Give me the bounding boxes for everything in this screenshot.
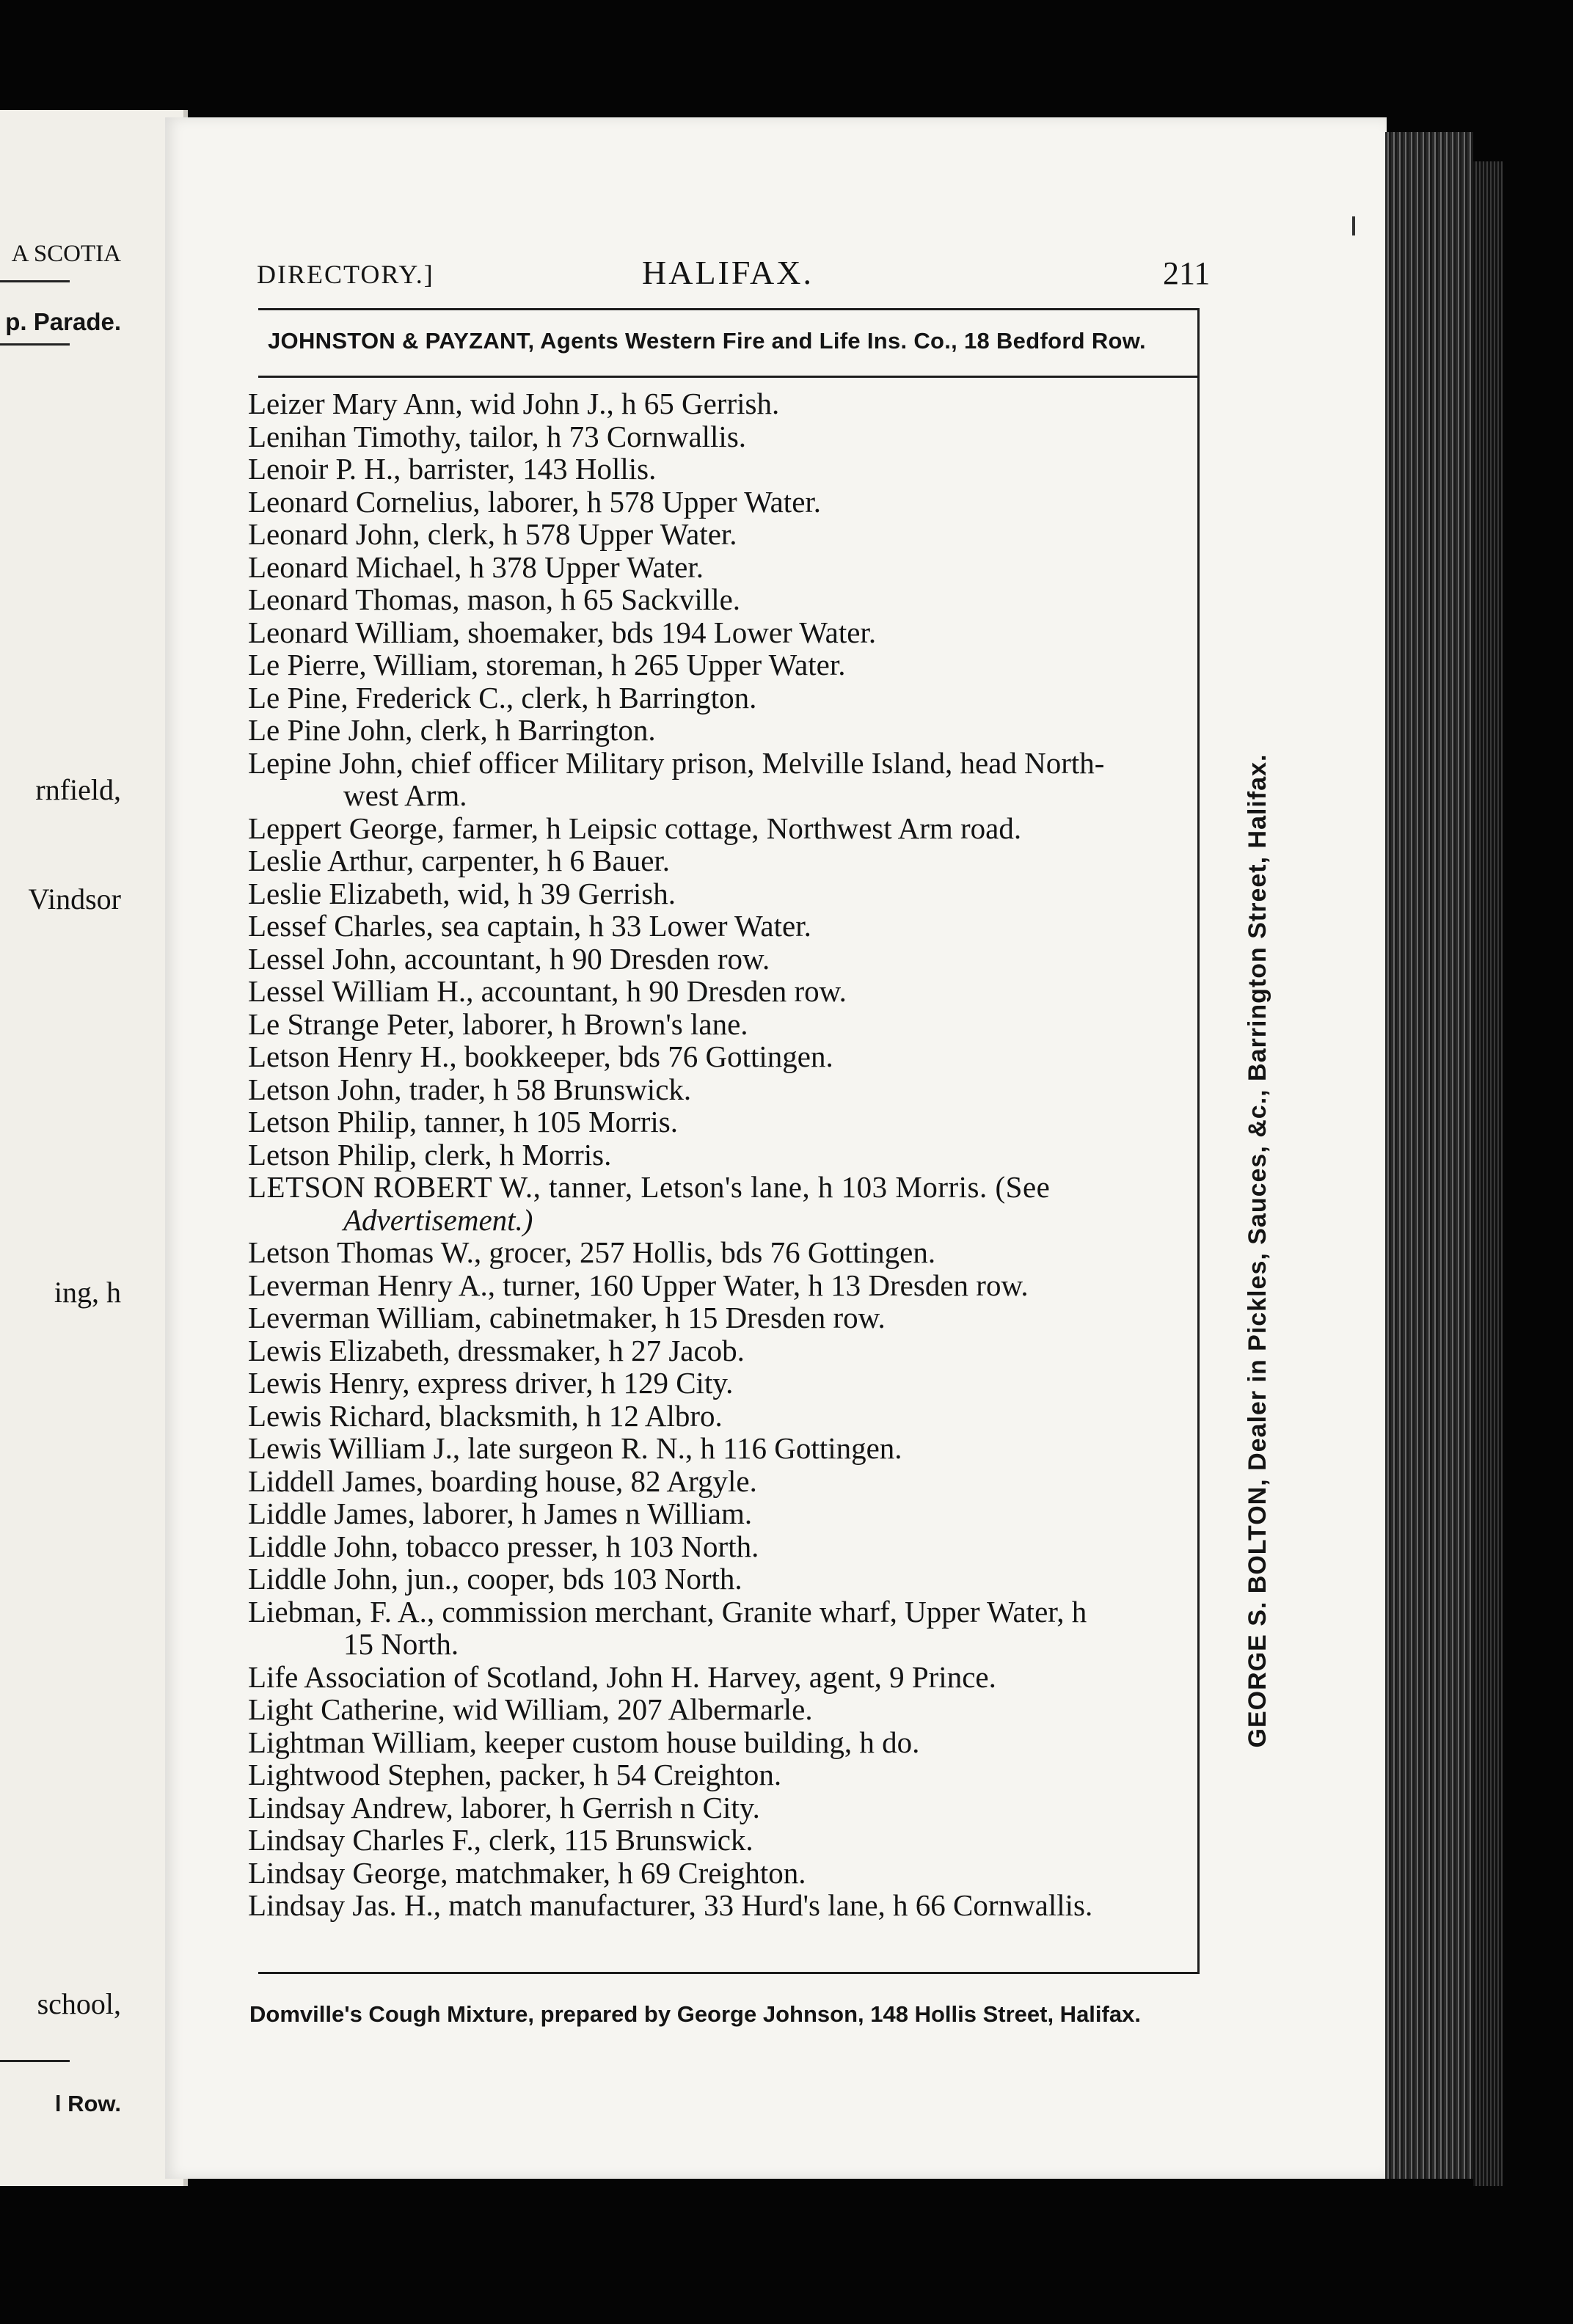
directory-entry-featured: LETSON ROBERT W., tanner, Letson's lane, h 103 Morris. (See [248, 1170, 1051, 1204]
directory-entries [248, 387, 1187, 1922]
bottom-advertisement-banner: Domville's Cough Mixture, prepared by George Johnson, 148 Hollis Street, Halifax. [249, 2001, 1141, 2027]
directory-entry: Letson Philip, clerk, h Morris. [248, 1137, 612, 1172]
left-page-text-fragment: school, [37, 1987, 121, 2020]
directory-entry: Leonard Michael, h 378 Upper Water. [248, 549, 704, 584]
directory-entry: Light Catherine, wid William, 207 Albermarle. [248, 1692, 813, 1726]
directory-entry: Lewis William J., late surgeon R. N., h 116 Gottingen. [248, 1431, 902, 1465]
left-page-rule [0, 2060, 70, 2062]
directory-entry: Liddle James, laborer, h James n William. [248, 1497, 753, 1530]
directory-entry: Lindsay Andrew, laborer, h Gerrish n City. [248, 1790, 760, 1824]
running-head-section: DIRECTORY.] [257, 260, 434, 289]
directory-entry: Letson Philip, tanner, h 105 Morris. [248, 1105, 678, 1139]
directory-entry-continuation: Advertisement.) [343, 1202, 533, 1237]
book-page-edges [1385, 132, 1473, 2179]
directory-entry: Lessef Charles, sea captain, h 33 Lower Water. [248, 909, 811, 943]
directory-entry: Lightman William, keeper custom house building, h do. [248, 1725, 920, 1759]
directory-entry: Le Pine John, clerk, h Barrington. [248, 713, 656, 747]
directory-entry: Leppert George, farmer, h Leipsic cottage, Northwest Arm road. [248, 811, 1022, 845]
directory-entry: Lessel William H., accountant, h 90 Dresden row. [248, 974, 847, 1008]
directory-entry: Letson Henry H., bookkeeper, bds 76 Gottingen. [248, 1039, 833, 1073]
directory-entry: Lightwood Stephen, packer, h 54 Creighton. [248, 1758, 782, 1791]
left-page-banner-fragment: p. Parade. [5, 308, 121, 335]
directory-entry: Leslie Arthur, carpenter, h 6 Bauer. [248, 844, 671, 877]
directory-entry: Leizer Mary Ann, wid John J., h 65 Gerrish. [248, 387, 780, 420]
directory-entry: Leonard Thomas, mason, h 65 Sackville. [248, 582, 741, 616]
directory-entry: Leslie Elizabeth, wid, h 39 Gerrish. [248, 876, 676, 910]
directory-entry: Lessel John, accountant, h 90 Dresden row. [248, 941, 770, 976]
directory-entry: Liddle John, tobacco presser, h 103 North. [248, 1529, 759, 1563]
directory-entry: Le Pine, Frederick C., clerk, h Barrington. [248, 680, 757, 715]
directory-entry: Liddle John, jun., cooper, bds 103 North. [248, 1562, 742, 1596]
left-facing-page [0, 110, 188, 2186]
left-page-text-fragment: ing, h [54, 1276, 121, 1309]
directory-entry-continuation: 15 North. [343, 1627, 459, 1661]
left-page-rule [0, 280, 70, 282]
directory-entry: Leverman William, cabinetmaker, h 15 Dresden row. [248, 1301, 886, 1334]
side-advertisement-banner: GEORGE S. BOLTON, Dealer in Pickles, Sauces, &c., Barrington Street, Halifax. [1244, 753, 1271, 1748]
directory-entry: Letson Thomas W., grocer, 257 Hollis, bds 76 Gottingen. [248, 1235, 936, 1269]
directory-entry: Lewis Elizabeth, dressmaker, h 27 Jacob. [248, 1333, 745, 1367]
left-page-banner-fragment: l Row. [54, 2091, 121, 2116]
directory-entry: Letson John, trader, h 58 Brunswick. [248, 1072, 692, 1106]
left-page-text-fragment: rnfield, [35, 773, 121, 806]
directory-entry: Leonard John, clerk, h 578 Upper Water. [248, 517, 737, 551]
directory-entry: Lenihan Timothy, tailor, h 73 Cornwallis. [248, 419, 747, 453]
directory-entry-continuation: west Arm. [343, 778, 467, 812]
directory-entry: Lewis Richard, blacksmith, h 12 Albro. [248, 1398, 723, 1433]
directory-entry: Leonard William, shoemaker, bds 194 Lower Water. [248, 615, 877, 649]
directory-entry: Lepine John, chief officer Military prison, Melville Island, head North- [248, 745, 1105, 780]
directory-entry: Life Association of Scotland, John H. Harvey, agent, 9 Prince. [248, 1659, 996, 1694]
directory-entry: Leonard Cornelius, laborer, h 578 Upper Water. [248, 484, 822, 519]
page-number: 211 [1163, 255, 1211, 291]
left-page-text-fragment: Vindsor [28, 883, 121, 916]
left-page-running-head: A SCOTIA [11, 241, 121, 267]
directory-entry: Leverman Henry A., turner, 160 Upper Water, h 13 Dresden row. [248, 1268, 1029, 1302]
running-head [257, 253, 1211, 297]
directory-entry: Lenoir P. H., barrister, 143 Hollis. [248, 452, 657, 486]
directory-entry: Lindsay Charles F., clerk, 115 Brunswick. [248, 1823, 753, 1857]
directory-entry: Le Pierre, William, storeman, h 265 Upper Water. [248, 648, 846, 682]
top-advertisement-banner: JOHNSTON & PAYZANT, Agents Western Fire and Life Ins. Co., 18 Bedford Row. [268, 328, 1146, 354]
banner-rule [258, 376, 1197, 378]
directory-entry: Le Strange Peter, laborer, h Brown's lane. [248, 1006, 748, 1041]
directory-entry: Liebman, F. A., commission merchant, Granite wharf, Upper Water, h [248, 1594, 1087, 1629]
directory-entry: Lindsay George, matchmaker, h 69 Creighton. [248, 1855, 806, 1890]
running-head-title: HALIFAX. [642, 254, 814, 291]
directory-entry: Lindsay Jas. H., match manufacturer, 33 Hurd's lane, h 66 Cornwallis. [248, 1888, 1093, 1922]
directory-entry: Liddell James, boarding house, 82 Argyle. [248, 1464, 757, 1498]
left-page-rule [0, 343, 70, 346]
book-cover-edge [1473, 161, 1503, 2186]
directory-entry: Lewis Henry, express driver, h 129 City. [248, 1366, 734, 1400]
page-mark [1352, 216, 1355, 235]
